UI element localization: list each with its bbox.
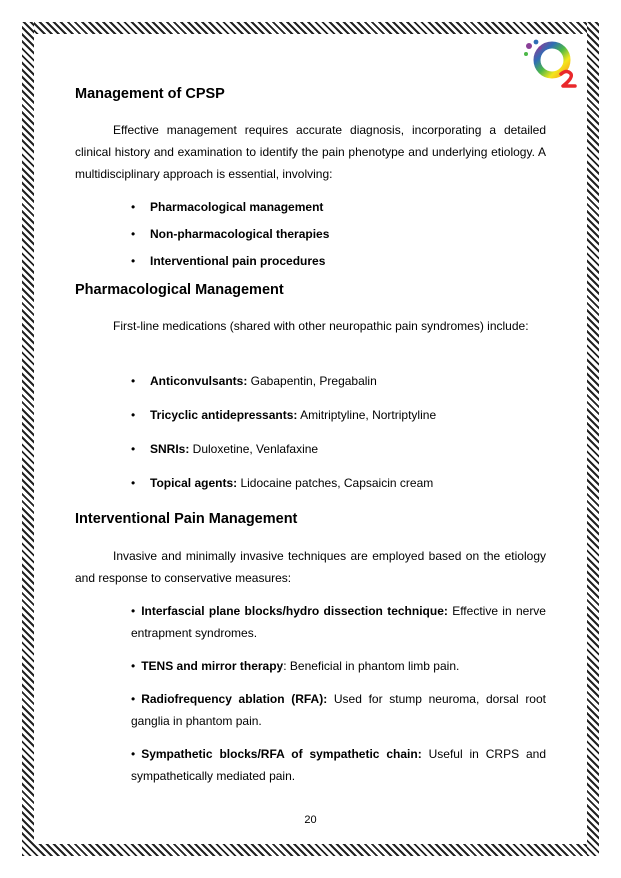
item-text: Duloxetine, Venlafaxine [189, 442, 319, 456]
item-bold-label: Pharmacological management [150, 200, 324, 214]
bullet-icon: • [131, 408, 136, 422]
list-item [131, 370, 546, 392]
list-item [131, 250, 546, 272]
bullet-icon: • [131, 692, 136, 706]
item-text: : Beneficial in phantom limb pain. [283, 659, 460, 673]
list-item [131, 655, 546, 677]
list-item [131, 743, 546, 787]
bullet-icon: • [131, 254, 136, 268]
bullet-icon: • [131, 747, 136, 761]
item-text: Gabapentin, Pregabalin [247, 374, 377, 388]
bullet-icon: • [131, 604, 136, 618]
item-bold-label: Non-pharmacological therapies [150, 227, 330, 241]
item-text: Amitriptyline, Nortriptyline [297, 408, 437, 422]
list-item [131, 472, 546, 494]
page-border-top [22, 22, 599, 34]
list-interventions [131, 600, 546, 787]
item-bold-label: Sympathetic blocks/RFA of sympathetic chain: [141, 747, 422, 761]
page-border-bottom [22, 844, 599, 856]
list-item [131, 600, 546, 644]
item-bold-label: Interventional pain procedures [150, 254, 326, 268]
list-approaches [131, 196, 546, 272]
item-text: Used for stump neuroma, dorsal root ganglia in phantom pain. [131, 692, 546, 728]
heading-pharmacological-management: Pharmacological Management [75, 282, 284, 298]
bullet-icon: • [131, 442, 136, 456]
list-medications [131, 370, 546, 494]
o2-logo-icon [522, 38, 580, 88]
bullet-icon: • [131, 476, 136, 490]
heading-interventional-pain-management: Interventional Pain Management [75, 511, 298, 527]
item-bold-label: SNRIs: [150, 442, 190, 456]
bullet-icon: • [131, 200, 136, 214]
item-text: Useful in CRPS and sympathetically mediated pain. [131, 747, 546, 783]
item-text: Effective in nerve entrapment syndromes. [131, 604, 546, 640]
item-bold-label: Topical agents: [150, 476, 238, 490]
bullet-icon: • [131, 374, 136, 388]
item-bold-label: Radiofrequency ablation (RFA): [141, 692, 328, 706]
bullet-icon: • [131, 659, 136, 673]
list-item [131, 438, 546, 460]
item-bold-label: Anticonvulsants: [150, 374, 248, 388]
list-item [131, 196, 546, 218]
list-item [131, 223, 546, 245]
list-item [131, 404, 546, 426]
page-border-right [587, 22, 599, 856]
bullet-icon: • [131, 227, 136, 241]
heading-management-of-cpsp: Management of CPSP [75, 86, 225, 102]
paragraph-management-intro: Effective management requires accurate diagnosis, incorporating a detailed clinical history and examination to identify the pain phenotype and underlying etiology. A multidisciplinary approach is essential, involving: [75, 123, 546, 181]
item-bold-label: Tricyclic antidepressants: [150, 408, 298, 422]
page-border-left [22, 22, 34, 856]
page-number: 20 [304, 814, 317, 826]
paragraph-first-line: First-line medications (shared with other neuropathic pain syndromes) include: [113, 319, 529, 333]
item-text: Lidocaine patches, Capsaicin cream [237, 476, 434, 490]
list-item [131, 688, 546, 732]
item-bold-label: Interfascial plane blocks/hydro dissection technique: [141, 604, 448, 618]
paragraph-invasive-techniques: Invasive and minimally invasive techniques are employed based on the etiology and response to conservative measures: [75, 549, 546, 585]
item-bold-label: TENS and mirror therapy [141, 659, 284, 673]
